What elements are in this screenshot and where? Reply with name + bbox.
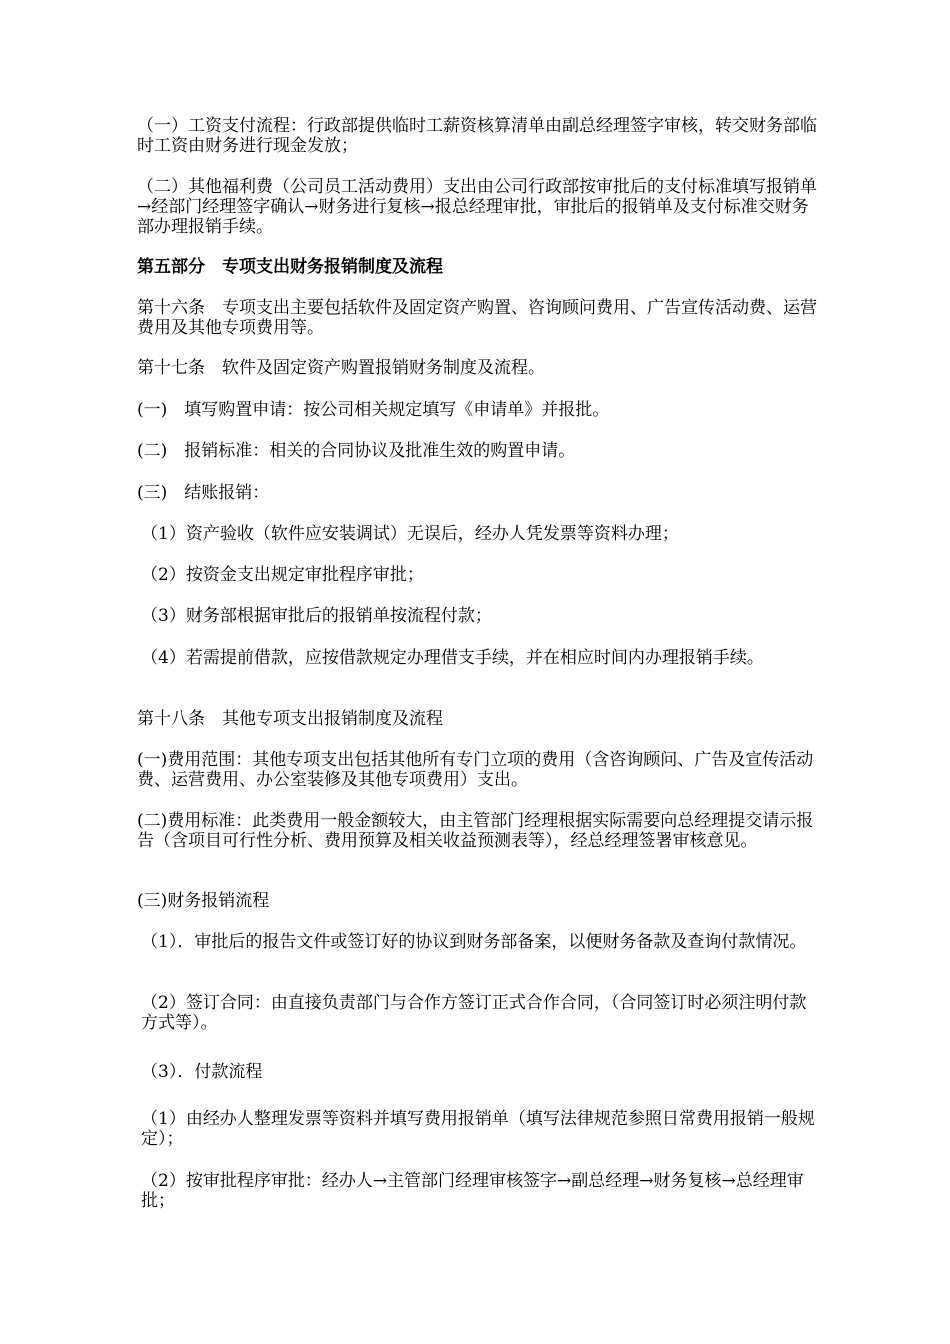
paragraph-welfare-expense: （二）其他福利费（公司员工活动费用）支出由公司行政部按审批后的支付标准填写报销单→经部门经理签字确认→财务进行复核→报总经理审批，审批后的报销单及支付标准交财务部办理报销手续。 <box>137 177 817 237</box>
paragraph-purchase-application: (一) 填写购置申请：按公司相关规定填写《申请单》并报批。 <box>137 400 610 420</box>
list-item-advance-loan: （4）若需提前借款，应按借款规定办理借支手续，并在相应时间内办理报销手续。 <box>141 648 764 668</box>
list-item-payment-process: （3）．付款流程 <box>141 1062 263 1082</box>
list-item-approval-chain: （2）按审批程序审批：经办人→主管部门经理审核签字→副总经理→财务复核→总经理审批； <box>141 1171 804 1211</box>
paragraph-article-16: 第十六条 专项支出主要包括软件及固定资产购置、咨询顾问费用、广告宣传活动费、运营费用及其他专项费用等。 <box>137 298 817 338</box>
paragraph-expense-standard: (二)费用标准：此类费用一般金额较大，由主管部门经理根据实际需要向总经理提交请示报告（含项目可行性分析、费用预算及相关收益预测表等），经总经理签署审核意见。 <box>137 811 814 851</box>
section-heading-part-five: 第五部分 专项支出财务报销制度及流程 <box>137 257 443 277</box>
list-item-asset-acceptance: （1）资产验收（软件应安装调试）无误后，经办人凭发票等资料办理； <box>141 524 679 544</box>
list-item-filing: （1）．审批后的报告文件或签订好的协议到财务部备案，以便财务备款及查询付款情况。 <box>141 932 807 952</box>
list-item-approval-procedure: （2）按资金支出规定审批程序审批； <box>141 565 424 585</box>
paragraph-article-18: 第十八条 其他专项支出报销制度及流程 <box>137 709 443 729</box>
paragraph-expense-scope: (一)费用范围：其他专项支出包括其他所有专门立项的费用（含咨询顾问、广告及宣传活动费、运营费用、办公室装修及其他专项费用）支出。 <box>137 750 814 790</box>
paragraph-article-17: 第十七条 软件及固定资产购置报销财务制度及流程。 <box>137 358 545 378</box>
list-item-finance-payment: （3）财务部根据审批后的报销单按流程付款； <box>141 606 492 626</box>
paragraph-wage-payment: （一）工资支付流程：行政部提供临时工薪资核算清单由副总经理签字审核，转交财务部临时工资由财务进行现金发放； <box>137 116 817 156</box>
paragraph-settlement: (三) 结账报销： <box>137 483 270 503</box>
paragraph-finance-process: (三)财务报销流程 <box>137 891 270 911</box>
paragraph-reimbursement-standard: (二) 报销标准：相关的合同协议及批准生效的购置申请。 <box>137 441 576 461</box>
list-item-invoice-preparation: （1）由经办人整理发票等资料并填写费用报销单（填写法律规范参照日常费用报销一般规定）； <box>141 1109 815 1149</box>
list-item-contract-signing: （2）签订合同：由直接负责部门与合作方签订正式合作合同，（合同签订时必须注明付款方式等）。 <box>141 993 807 1033</box>
